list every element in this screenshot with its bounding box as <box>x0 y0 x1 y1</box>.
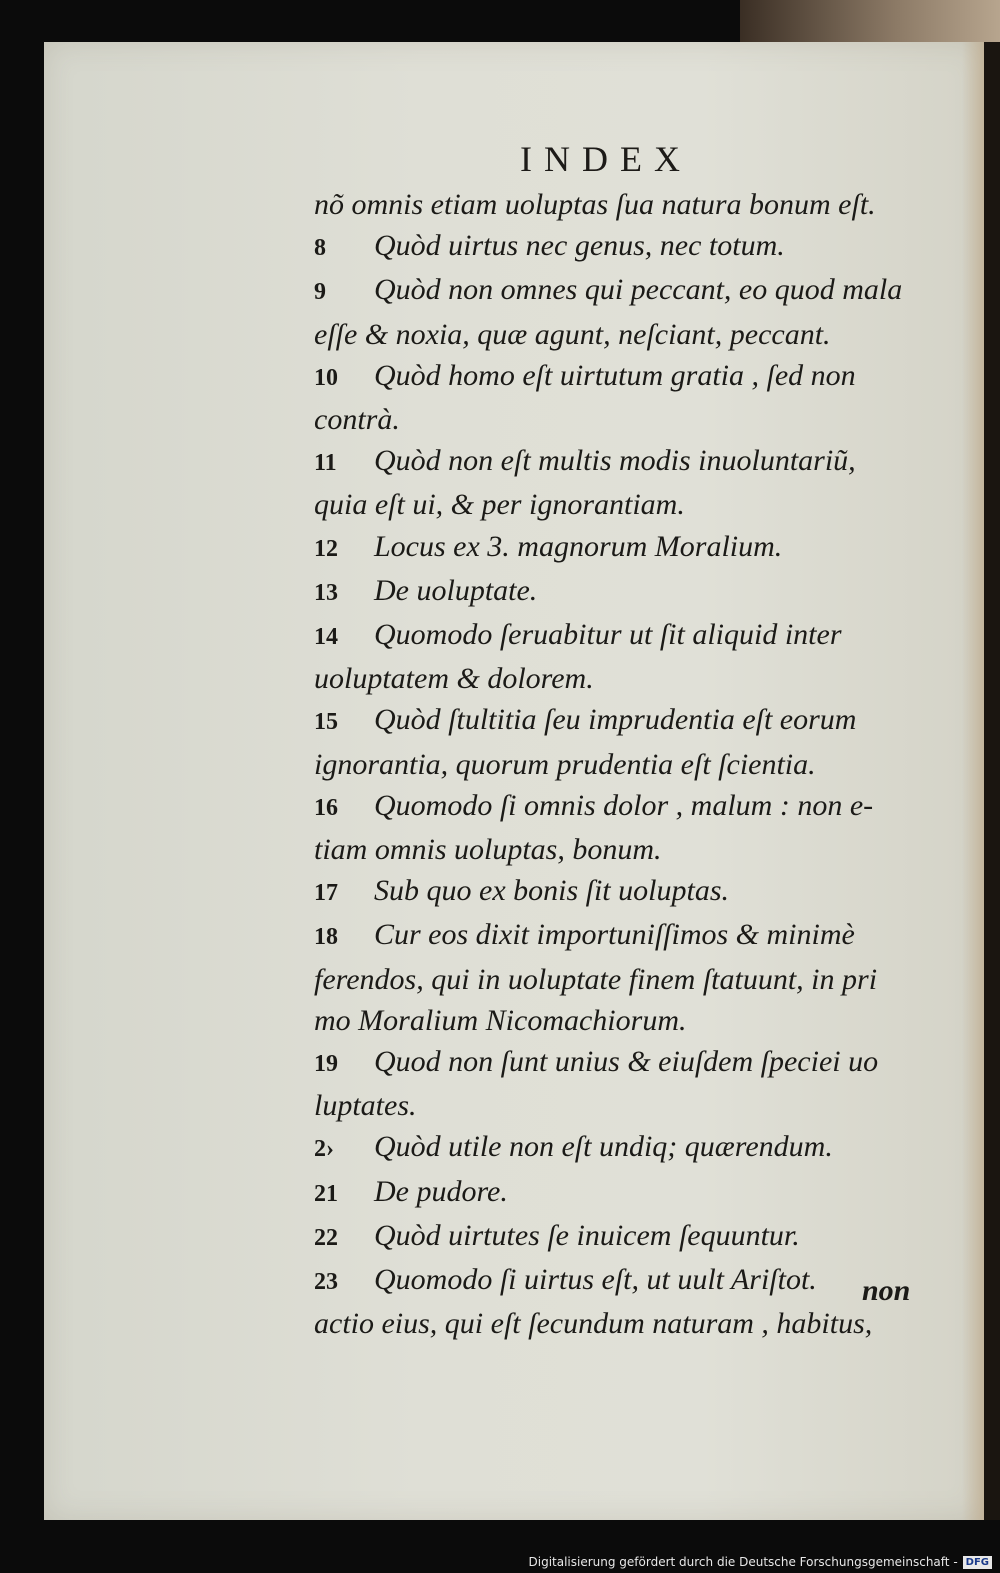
index-line <box>314 1085 924 1126</box>
entry-text: Sub quo ex bonis ſit uoluptas. <box>374 874 729 908</box>
index-line <box>314 870 924 914</box>
index-line <box>314 314 924 355</box>
entry-text: Quomodo ſeruabitur ut ſit aliquid inter <box>374 618 842 652</box>
running-head: INDEX <box>520 139 692 179</box>
entry-text: Quòd non eſt multis modis inuoluntariũ, <box>374 444 856 478</box>
index-line <box>314 699 924 743</box>
index-line <box>314 1041 924 1085</box>
digitization-footer <box>529 1555 993 1569</box>
entry-number: 22 <box>314 1224 338 1251</box>
entry-text: eſſe & noxia, quæ agunt, neſciant, peccant. <box>314 317 831 351</box>
entry-number: 23 <box>314 1269 338 1296</box>
entry-number: 17 <box>314 880 338 907</box>
entry-text: De uoluptate. <box>374 573 538 607</box>
entry-number: 19 <box>314 1051 338 1078</box>
entry-text: luptates. <box>314 1089 417 1123</box>
entry-number: 11 <box>314 450 337 477</box>
entry-number: 9 <box>314 279 326 306</box>
entry-text: ferendos, qui in uoluptate finem ſtatuunt, in pri <box>314 962 878 996</box>
entry-text: Quòd homo eſt uirtutum gratia , ſed non <box>374 358 856 392</box>
index-line <box>314 614 924 658</box>
footer-text: Digitalisierung gefördert durch die Deutsche Forschungsgemeinschaft - <box>528 1555 958 1569</box>
entry-text: quia eſt ui, & per ignorantiam. <box>314 488 685 522</box>
index-line <box>314 526 924 570</box>
entry-number: 2› <box>314 1136 334 1163</box>
entry-text: Quòd uirtus nec genus, nec totum. <box>374 229 785 263</box>
index-line <box>314 440 924 484</box>
entry-text: De pudore. <box>374 1174 508 1208</box>
entry-text: uoluptatem & dolorem. <box>314 662 594 696</box>
entry-number: 10 <box>314 364 338 391</box>
index-list <box>314 184 924 1344</box>
entry-text: tiam omnis uoluptas, bonum. <box>314 833 662 867</box>
entry-number: 8 <box>314 235 326 262</box>
entry-text: Locus ex 3. magnorum Moralium. <box>374 529 783 563</box>
index-line <box>314 829 924 870</box>
entry-text: Cur eos dixit importuniſſimos & minimè <box>374 918 855 952</box>
index-line <box>314 399 924 440</box>
entry-number: 13 <box>314 579 338 606</box>
entry-text: ignorantia, quorum prudentia eſt ſcientia. <box>314 747 816 781</box>
entry-number: 12 <box>314 535 338 562</box>
dfg-logo: DFG <box>963 1556 992 1569</box>
entry-text: Quòd utile non eſt undiq; quærendum. <box>374 1130 833 1164</box>
entry-number: 14 <box>314 624 338 651</box>
index-line <box>314 959 924 1000</box>
entry-text: Quod non ſunt unius & eiuſdem ſpeciei uo <box>374 1045 879 1079</box>
entry-number: 16 <box>314 794 338 821</box>
entry-text: mo Moralium Nicomachiorum. <box>314 1003 687 1037</box>
index-line <box>314 1215 924 1259</box>
index-line <box>314 1000 924 1041</box>
index-line <box>314 355 924 399</box>
index-line <box>314 225 924 269</box>
index-line <box>314 658 924 699</box>
entry-text: Quòd non omnes qui peccant, eo quod mala <box>374 273 903 307</box>
entry-text: actio eius, qui eſt ſecundum naturam , habitus, <box>314 1307 873 1341</box>
index-line <box>314 1259 924 1303</box>
book-edge-top <box>740 0 1000 42</box>
index-line <box>314 570 924 614</box>
catchword: non <box>862 1274 911 1307</box>
book-edge-right <box>984 42 1000 1520</box>
entry-number: 18 <box>314 924 338 951</box>
entry-number: 21 <box>314 1180 338 1207</box>
index-line <box>314 914 924 958</box>
page-gutter-shade <box>962 42 984 1520</box>
entry-text: Quòd ſtultitia ſeu imprudentia eſt eorum <box>374 703 857 737</box>
index-line <box>314 269 924 313</box>
entry-text: nõ omnis etiam uoluptas ſua natura bonum eſt. <box>314 188 876 221</box>
index-line <box>314 1171 924 1215</box>
entry-number: 15 <box>314 709 338 736</box>
entry-text: contrà. <box>314 403 400 437</box>
index-line <box>314 785 924 829</box>
index-line <box>314 184 924 225</box>
index-line <box>314 744 924 785</box>
index-line <box>314 1303 924 1344</box>
index-line <box>314 484 924 525</box>
index-line <box>314 1126 924 1170</box>
entry-text: Quomodo ſi omnis dolor , malum : non e- <box>374 788 874 822</box>
entry-text: Quòd uirtutes ſe inuicem ſequuntur. <box>374 1218 800 1252</box>
entry-text: Quomodo ſi uirtus eſt, ut uult Ariſtot. <box>374 1263 817 1297</box>
